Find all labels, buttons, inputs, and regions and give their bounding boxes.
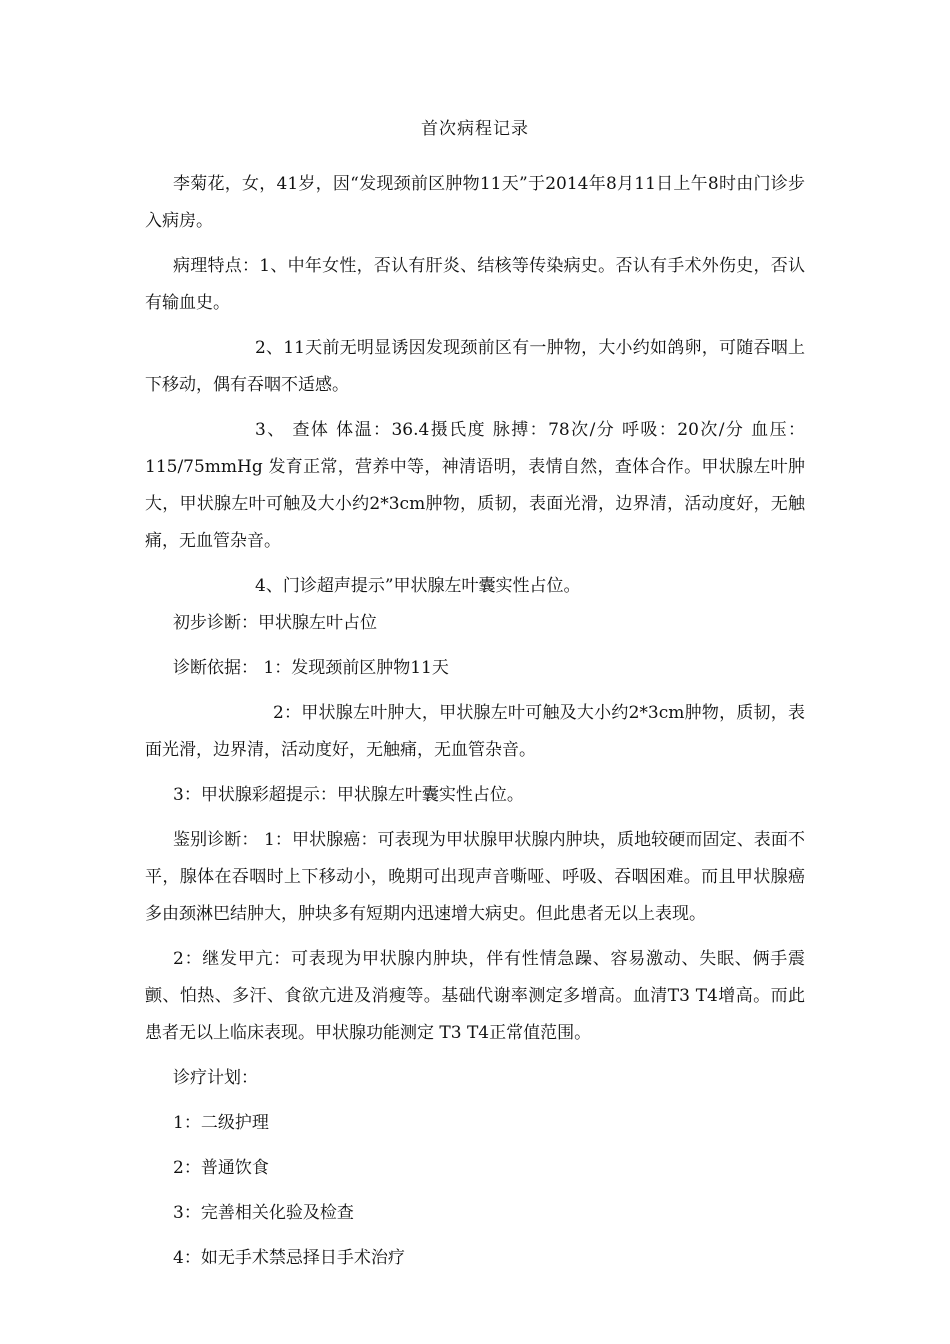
physical-exam-paragraph: 3、 查体 体温：36.4摄氏度 脉搏：78次/分 呼吸：20次/分 血压：115/75mmHg 发育正常，营养中等，神清语明，表情自然，查体合作。甲状腺左叶肿大，甲状腺左叶可触及大小约2*3cm肿物，质韧，表面光滑，边界清，活动度好，无触痛，无血管杂音。 (145, 420, 805, 551)
preliminary-diagnosis: 初步诊断：甲状腺左叶占位 (173, 613, 377, 633)
ultrasound-paragraph: 4、门诊超声提示”甲状腺左叶囊实性占位。 (255, 576, 581, 596)
diagnosis-basis-item-3: 3：甲状腺彩超提示：甲状腺左叶囊实性占位。 (173, 785, 524, 805)
diagnosis-basis-item-2: 2：甲状腺左叶肿大，甲状腺左叶可触及大小约2*3cm肿物，质韧，表面光滑，边界清，活动度好，无触痛，无血管杂音。 (145, 703, 805, 760)
plan-item-4: 4：如无手术禁忌择日手术治疗 (173, 1248, 405, 1268)
diagnosis-basis: 诊断依据： 1：发现颈前区肿物11天 (173, 658, 449, 678)
plan-item-2: 2：普通饮食 (173, 1158, 269, 1178)
differential-diagnosis-1: 鉴别诊断： 1：甲状腺癌：可表现为甲状腺甲状腺内肿块，质地较硬而固定、表面不平，腺体在吞咽时上下移动小，晚期可出现声音嘶哑、呼吸、吞咽困难。而且甲状腺癌多由颈淋巴结肿大，肿块多有短期内迅速增大病史。但此患者无以上表现。 (145, 830, 805, 924)
patient-intro-paragraph: 李菊花，女，41岁，因“发现颈前区肿物11天”于2014年8月11日上午8时由门诊步入病房。 (145, 174, 805, 231)
treatment-plan-heading: 诊疗计划： (173, 1068, 258, 1088)
pathology-features-paragraph: 病理特点：1、中年女性，否认有肝炎、结核等传染病史。否认有手术外伤史，否认有输血史。 (145, 256, 805, 313)
plan-item-3: 3：完善相关化验及检查 (173, 1203, 354, 1223)
document-body (145, 166, 805, 1277)
plan-item-1: 1：二级护理 (173, 1113, 269, 1133)
document-title: 首次病程记录 (421, 119, 529, 139)
differential-diagnosis-2: 2：继发甲亢：可表现为甲状腺内肿块，伴有性情急躁、容易激动、失眠、俩手震颤、怕热、多汗、食欲亢进及消瘦等。基础代谢率测定多增高。血清T3 T4增高。而此患者无以上临床表现。甲状腺功能测定 T3 T4正常值范围。 (145, 949, 805, 1043)
history-paragraph: 2、11天前无明显诱因发现颈前区有一肿物，大小约如鸽卵，可随吞咽上下移动，偶有吞咽不适感。 (145, 338, 805, 395)
